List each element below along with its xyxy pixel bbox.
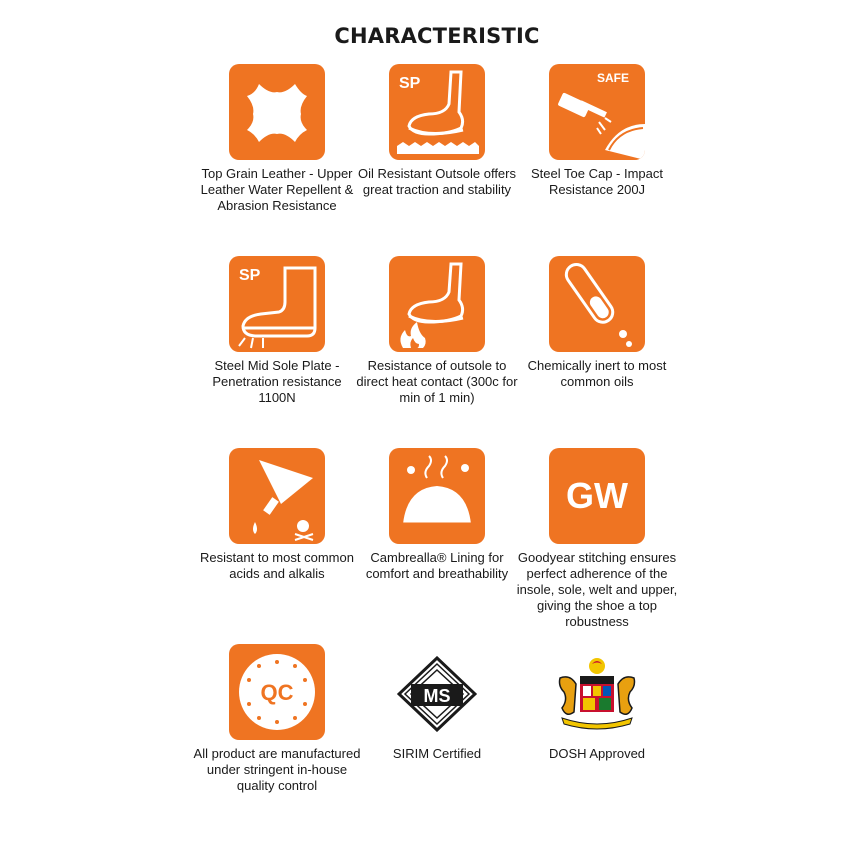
lining-dome-icon: [389, 448, 485, 544]
badge-sp: SP: [399, 75, 421, 92]
page-title: CHARACTERISTIC: [334, 24, 540, 48]
caption-leather: Top Grain Leather - Upper Leather Water Repellent & Abrasion Resistance: [200, 166, 354, 213]
caption-chemical: Chemically inert to most common oils: [527, 358, 667, 389]
acid-funnel-icon: [229, 448, 325, 544]
caption-qc: All product are manufactured under stringent in-house quality control: [193, 746, 361, 793]
caption-goodyear: Goodyear stitching ensures perfect adherence of the insole, sole, welt and upper, giving the shoe a top robustness: [516, 550, 678, 629]
goodyear-stitch-icon: [549, 448, 645, 544]
caption-acid: Resistant to most common acids and alkalis: [200, 550, 354, 581]
badge-safe: SAFE: [597, 71, 630, 85]
test-tube-icon: [549, 256, 645, 352]
steel-toe-cap-icon: [549, 64, 645, 160]
badge-qc: QC: [260, 680, 294, 705]
badge-sp-2: SP: [239, 267, 261, 284]
malaysia-coat-of-arms-icon: [552, 656, 642, 732]
badge-gw: GW: [566, 475, 628, 516]
qc-badge-icon: [229, 644, 325, 740]
caption-mid-sole: Steel Mid Sole Plate - Penetration resistance 1100N: [212, 358, 342, 405]
caption-lining: Cambrealla® Lining for comfort and breathability: [365, 550, 509, 581]
oil-resistant-outsole-icon: [389, 64, 485, 160]
caption-heat: Resistance of outsole to direct heat contact (300c for min of 1 min): [356, 358, 518, 405]
heat-resistant-sole-icon: [389, 256, 485, 352]
badge-ms: MS: [423, 686, 451, 706]
caption-dosh: DOSH Approved: [548, 746, 646, 761]
caption-outsole: Oil Resistant Outsole offers great traction and stability: [358, 166, 516, 197]
leather-hide-icon: [229, 64, 325, 160]
caption-sirim: SIRIM Certified: [392, 746, 482, 761]
mid-sole-plate-icon: [229, 256, 325, 352]
ms-mark-icon: [397, 656, 477, 732]
caption-steel-toe: Steel Toe Cap - Impact Resistance 200J: [531, 166, 663, 197]
